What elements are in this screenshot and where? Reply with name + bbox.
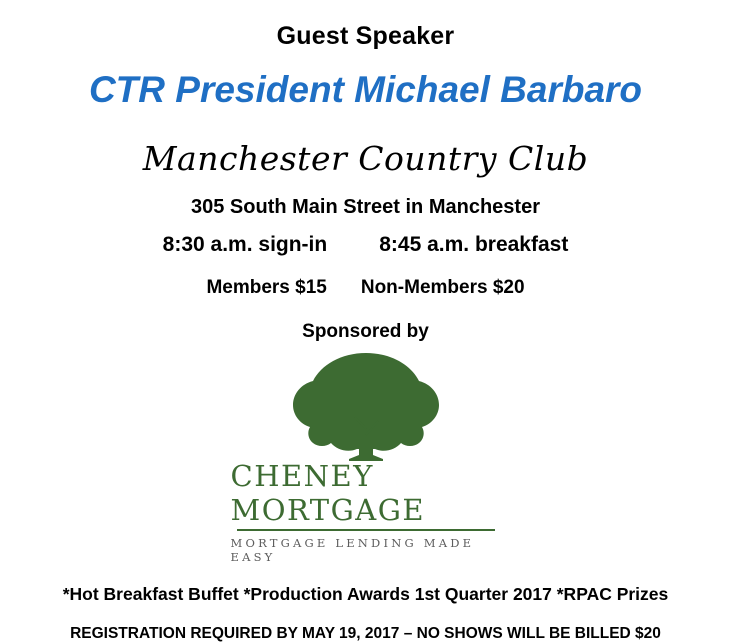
signin-time: 8:30 a.m. sign-in: [162, 233, 328, 256]
event-times: [163, 233, 569, 257]
speaker-name: CTR President Michael Barbaro: [88, 69, 643, 110]
sponsor-tagline: MORTGAGE LENDING MADE EASY: [230, 536, 475, 564]
member-price: Members $15: [206, 277, 327, 298]
registration-notice: REGISTRATION REQUIRED BY MAY 19, 2017 – NO SHOWS WILL BE BILLED $20: [70, 625, 661, 642]
event-features: *Hot Breakfast Buffet *Production Awards 1st Quarter 2017 *RPAC Prizes: [62, 584, 669, 604]
guest-speaker-label: Guest Speaker: [276, 22, 455, 50]
non-member-price: Non-Members $20: [360, 277, 525, 298]
tree-icon: [271, 351, 461, 463]
sponsor-name: CHENEY MORTGAGE: [230, 459, 426, 527]
sponsor-logo: [231, 351, 501, 564]
event-prices: [206, 277, 524, 299]
breakfast-time: 8:45 a.m. breakfast: [379, 233, 569, 256]
venue-name: Manchester Country Club: [142, 139, 589, 178]
venue-address: 305 South Main Street in Manchester: [191, 196, 540, 218]
logo-divider: [237, 529, 495, 531]
sponsored-by-label: Sponsored by: [302, 321, 429, 342]
